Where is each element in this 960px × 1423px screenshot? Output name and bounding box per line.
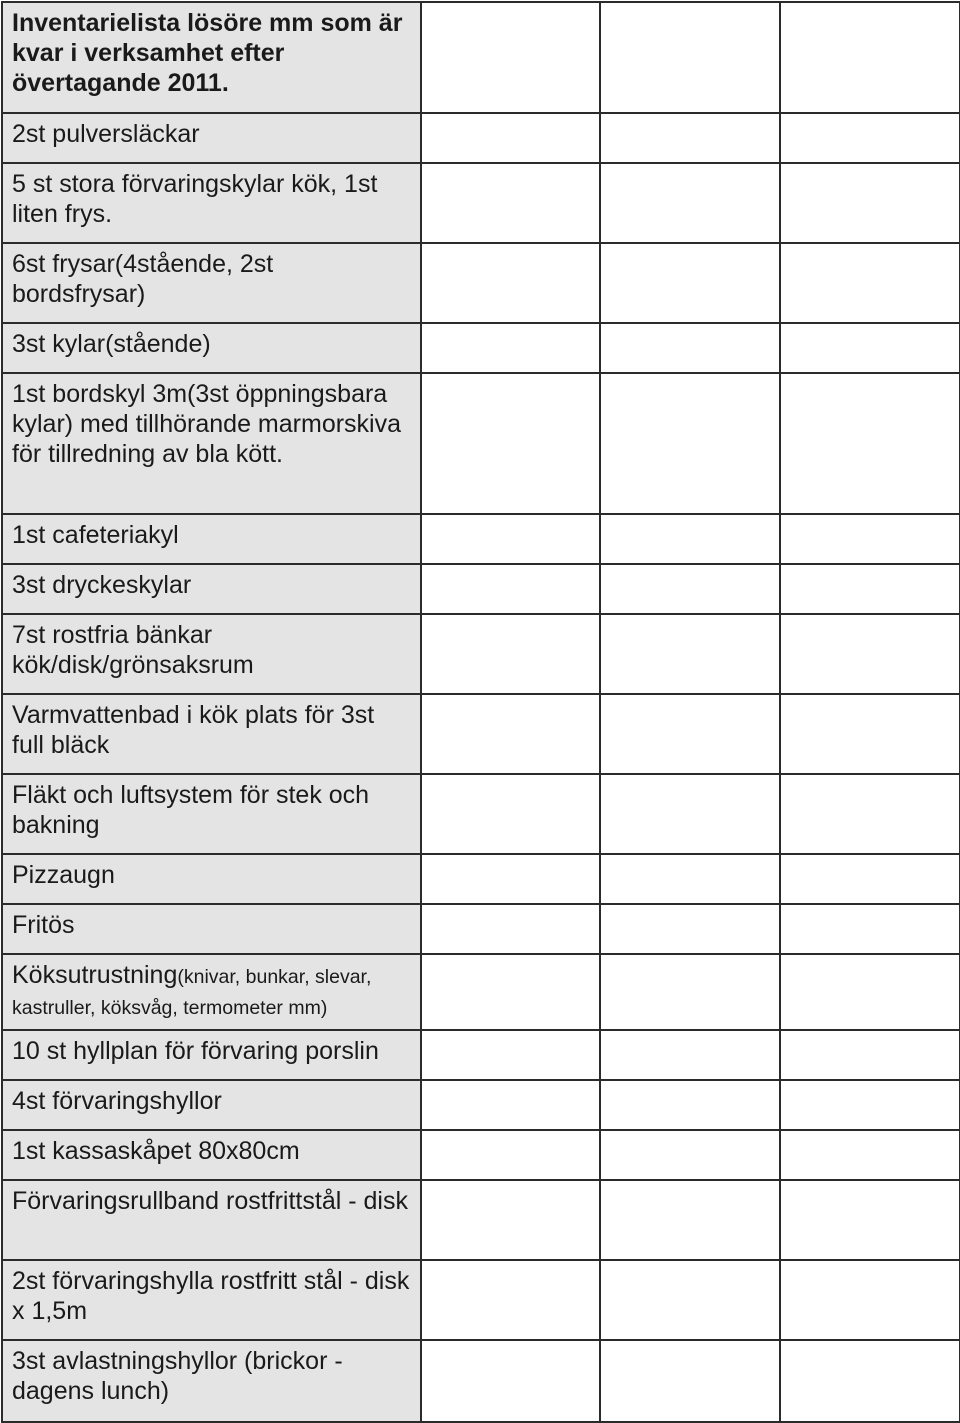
table-row xyxy=(2,614,960,694)
empty-cell xyxy=(600,1260,780,1340)
empty-cell xyxy=(780,243,960,323)
empty-cell xyxy=(421,2,600,113)
table-row xyxy=(2,954,960,1030)
empty-cell xyxy=(780,514,960,564)
empty-cell xyxy=(780,904,960,954)
item-cell: Pizzaugn xyxy=(2,854,421,904)
empty-cell xyxy=(780,614,960,694)
empty-cell xyxy=(600,1130,780,1180)
empty-cell xyxy=(780,774,960,854)
empty-cell xyxy=(600,243,780,323)
empty-cell xyxy=(780,564,960,614)
empty-cell xyxy=(600,774,780,854)
empty-cell xyxy=(780,2,960,113)
empty-cell xyxy=(780,1080,960,1130)
table-row xyxy=(2,904,960,954)
empty-cell xyxy=(421,904,600,954)
item-cell: Fritös xyxy=(2,904,421,954)
empty-cell xyxy=(600,514,780,564)
table-row xyxy=(2,1030,960,1080)
empty-cell xyxy=(780,1130,960,1180)
item-cell: 2st förvaringshylla rostfritt stål - disk x 1,5m xyxy=(2,1260,421,1340)
table-row xyxy=(2,1130,960,1180)
table-row xyxy=(2,1180,960,1260)
table-row xyxy=(2,323,960,373)
empty-cell xyxy=(600,1340,780,1422)
empty-cell xyxy=(780,113,960,163)
item-cell: 3st kylar(stående) xyxy=(2,323,421,373)
empty-cell xyxy=(421,564,600,614)
table-row xyxy=(2,694,960,774)
item-main-text: Köksutrustning xyxy=(12,961,178,989)
table-row xyxy=(2,564,960,614)
item-cell: 2st pulversläckar xyxy=(2,113,421,163)
item-cell: 1st kassaskåpet 80x80cm xyxy=(2,1130,421,1180)
empty-cell xyxy=(421,1080,600,1130)
empty-cell xyxy=(780,694,960,774)
table-title: Inventarielista lösöre mm som är kvar i verksamhet efter övertagande 2011. xyxy=(2,2,421,113)
empty-cell xyxy=(421,1130,600,1180)
empty-cell xyxy=(421,1340,600,1422)
item-cell xyxy=(2,954,421,1030)
item-cell: Förvaringsrullband rostfrittstål - disk xyxy=(2,1180,421,1260)
table-row xyxy=(2,163,960,243)
item-cell: 7st rostfria bänkar kök/disk/grönsaksrum xyxy=(2,614,421,694)
empty-cell xyxy=(421,243,600,323)
empty-cell xyxy=(780,373,960,514)
empty-cell xyxy=(421,694,600,774)
item-cell: 3st dryckeskylar xyxy=(2,564,421,614)
table-row xyxy=(2,373,960,514)
empty-cell xyxy=(600,904,780,954)
empty-cell xyxy=(421,514,600,564)
inventory-table xyxy=(1,1,960,1423)
empty-cell xyxy=(780,1180,960,1260)
empty-cell xyxy=(600,1080,780,1130)
item-cell: 3st avlastningshyllor (brickor - dagens lunch) xyxy=(2,1340,421,1422)
table-row xyxy=(2,2,960,113)
item-cell: 5 st stora förvaringskylar kök, 1st liten frys. xyxy=(2,163,421,243)
table-row xyxy=(2,514,960,564)
empty-cell xyxy=(421,1180,600,1260)
item-cell: Fläkt och luftsystem för stek och bakning xyxy=(2,774,421,854)
empty-cell xyxy=(600,854,780,904)
empty-cell xyxy=(780,163,960,243)
empty-cell xyxy=(600,614,780,694)
table-row xyxy=(2,243,960,323)
empty-cell xyxy=(600,1030,780,1080)
empty-cell xyxy=(421,1030,600,1080)
table-row xyxy=(2,1340,960,1422)
empty-cell xyxy=(600,113,780,163)
table-row xyxy=(2,854,960,904)
item-cell: 1st cafeteriakyl xyxy=(2,514,421,564)
table-row xyxy=(2,1080,960,1130)
item-cell: 10 st hyllplan för förvaring porslin xyxy=(2,1030,421,1080)
empty-cell xyxy=(600,2,780,113)
empty-cell xyxy=(780,854,960,904)
empty-cell xyxy=(421,163,600,243)
table-row xyxy=(2,1260,960,1340)
item-cell: 6st frysar(4stående, 2st bordsfrysar) xyxy=(2,243,421,323)
empty-cell xyxy=(600,163,780,243)
empty-cell xyxy=(780,1030,960,1080)
empty-cell xyxy=(780,323,960,373)
item-cell: 1st bordskyl 3m(3st öppningsbara kylar) med tillhörande marmorskiva för tillredning av bla kött. xyxy=(2,373,421,514)
empty-cell xyxy=(780,1260,960,1340)
item-cell: Varmvattenbad i kök plats för 3st full bläck xyxy=(2,694,421,774)
empty-cell xyxy=(600,1180,780,1260)
empty-cell xyxy=(780,1340,960,1422)
empty-cell xyxy=(600,954,780,1030)
empty-cell xyxy=(600,323,780,373)
empty-cell xyxy=(421,1260,600,1340)
empty-cell xyxy=(600,373,780,514)
empty-cell xyxy=(421,614,600,694)
item-detail-text: (knivar, bunkar, slevar, kastruller, köksvåg, termometer mm) xyxy=(12,966,372,1019)
empty-cell xyxy=(600,694,780,774)
empty-cell xyxy=(600,564,780,614)
empty-cell xyxy=(421,774,600,854)
empty-cell xyxy=(421,323,600,373)
table-row xyxy=(2,113,960,163)
empty-cell xyxy=(421,954,600,1030)
empty-cell xyxy=(780,954,960,1030)
item-cell: 4st förvaringshyllor xyxy=(2,1080,421,1130)
empty-cell xyxy=(421,373,600,514)
empty-cell xyxy=(421,854,600,904)
empty-cell xyxy=(421,113,600,163)
table-row xyxy=(2,774,960,854)
